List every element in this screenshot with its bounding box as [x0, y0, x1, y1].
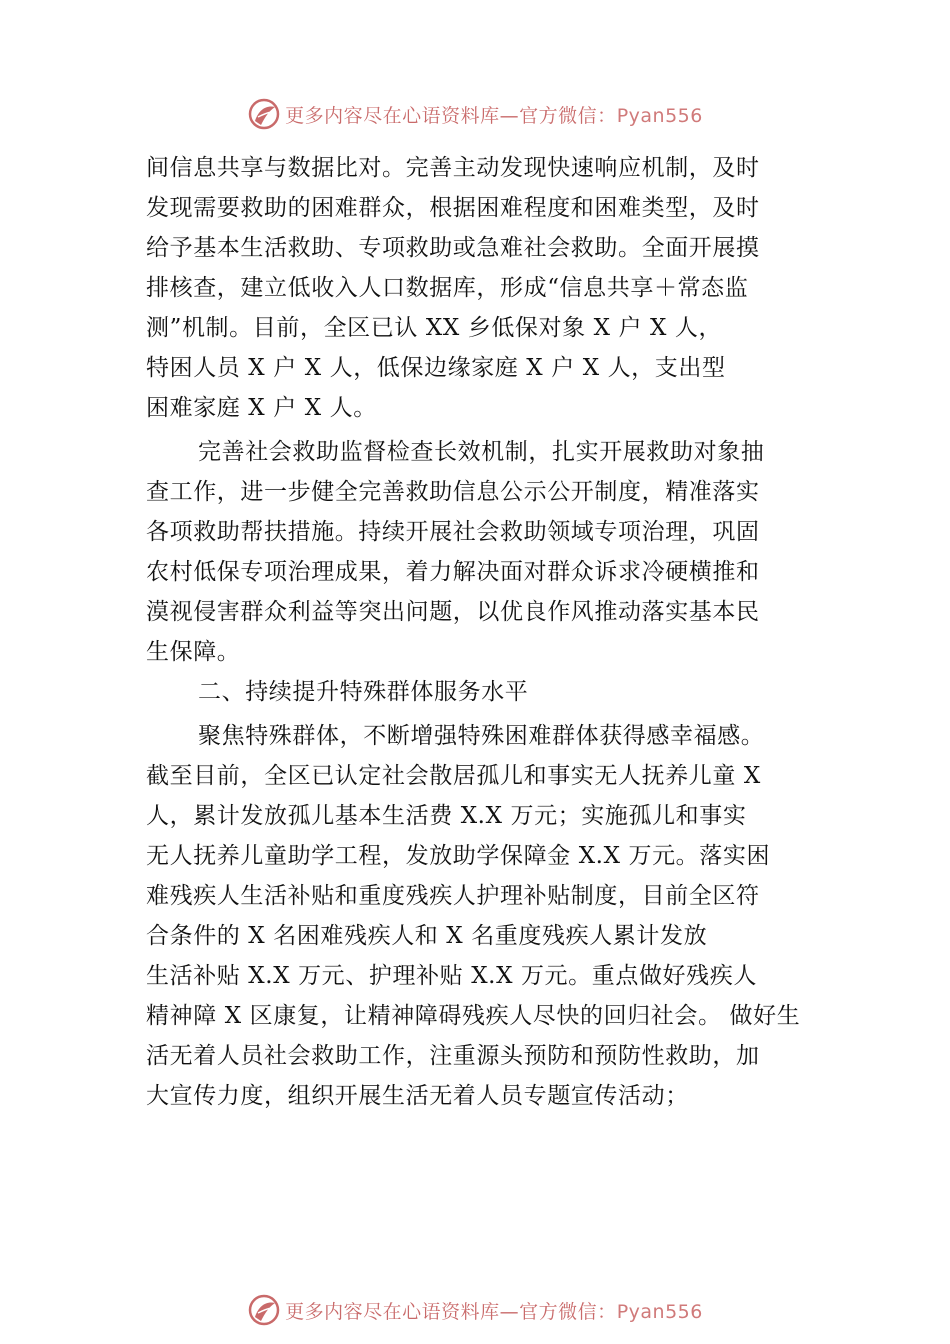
- banner-text: 更多内容尽在心语资料库: [285, 104, 500, 127]
- document-body: [146, 148, 818, 1116]
- text-line: 农村低保专项治理成果，着力解决面对群众诉求冷硬横推和: [146, 559, 760, 585]
- banner-label: 官方微信：: [519, 1300, 617, 1323]
- text-line: 特困人员 X 户 X 人，低保边缘家庭 X 户 X 人，支出型: [146, 355, 726, 381]
- section-heading: 二、持续提升特殊群体服务水平: [198, 679, 529, 705]
- header-banner: [0, 94, 950, 134]
- text-line: 各项救助帮扶措施。持续开展社会救助领域专项治理，巩固: [146, 519, 760, 545]
- banner-separator: —: [499, 104, 520, 127]
- text-line: 困难家庭 X 户 X 人。: [146, 395, 377, 421]
- text-line: 漠视侵害群众利益等突出问题，以优良作风推动落实基本民: [146, 599, 760, 625]
- text-line: 大宣传力度，组织开展生活无着人员专题宣传活动；: [146, 1083, 689, 1109]
- paragraph-start-line: 完善社会救助监督检查长效机制，扎实开展救助对象抽: [198, 439, 765, 465]
- text-line: 难残疾人生活补贴和重度残疾人护理补贴制度，目前全区符: [146, 883, 760, 909]
- footer-banner: [0, 1290, 950, 1330]
- brand-logo-icon: [247, 1293, 281, 1327]
- text-line: 活无着人员社会救助工作，注重源头预防和预防性救助，加: [146, 1043, 760, 1069]
- text-line: 截至目前，全区已认定社会散居孤儿和事实无人抚养儿童 X: [146, 763, 761, 789]
- text-line: 生活补贴 X.X 万元、护理补贴 X.X 万元。重点做好残疾人: [146, 963, 757, 989]
- paragraph-start-line: 聚焦特殊群体，不断增强特殊困难群体获得感幸福感。: [198, 723, 765, 749]
- text-line: 给予基本生活救助、专项救助或急难社会救助。全面开展摸: [146, 235, 760, 261]
- text-line: 测”机制。目前，全区已认 XX 乡低保对象 X 户 X 人，: [146, 315, 723, 341]
- text-line: 查工作，进一步健全完善救助信息公示公开制度，精准落实: [146, 479, 760, 505]
- text-line: 发现需要救助的困难群众，根据困难程度和困难类型，及时: [146, 195, 760, 221]
- text-line: 合条件的 X 名困难残疾人和 X 名重度残疾人累计发放: [146, 923, 708, 949]
- banner-text: 更多内容尽在心语资料库: [285, 1300, 500, 1323]
- brand-logo-icon: [247, 97, 281, 131]
- text-line: 生保障。: [146, 639, 241, 665]
- banner-wechat-id: Pyan556: [616, 104, 703, 127]
- text-line: 排核查，建立低收入人口数据库，形成“信息共享＋常态监: [146, 275, 749, 301]
- text-line: 无人抚养儿童助学工程，发放助学保障金 X.X 万元。落实困: [146, 843, 771, 869]
- banner-separator: —: [499, 1300, 520, 1323]
- text-line: 人，累计发放孤儿基本生活费 X.X 万元；实施孤儿和事实: [146, 803, 747, 829]
- text-line: 间信息共享与数据比对。完善主动发现快速响应机制，及时: [146, 155, 760, 181]
- banner-wechat-id: Pyan556: [616, 1300, 703, 1323]
- banner-label: 官方微信：: [519, 104, 617, 127]
- text-line: 精神障 X 区康复，让精神障碍残疾人尽快的回归社会。 做好生: [146, 1003, 801, 1029]
